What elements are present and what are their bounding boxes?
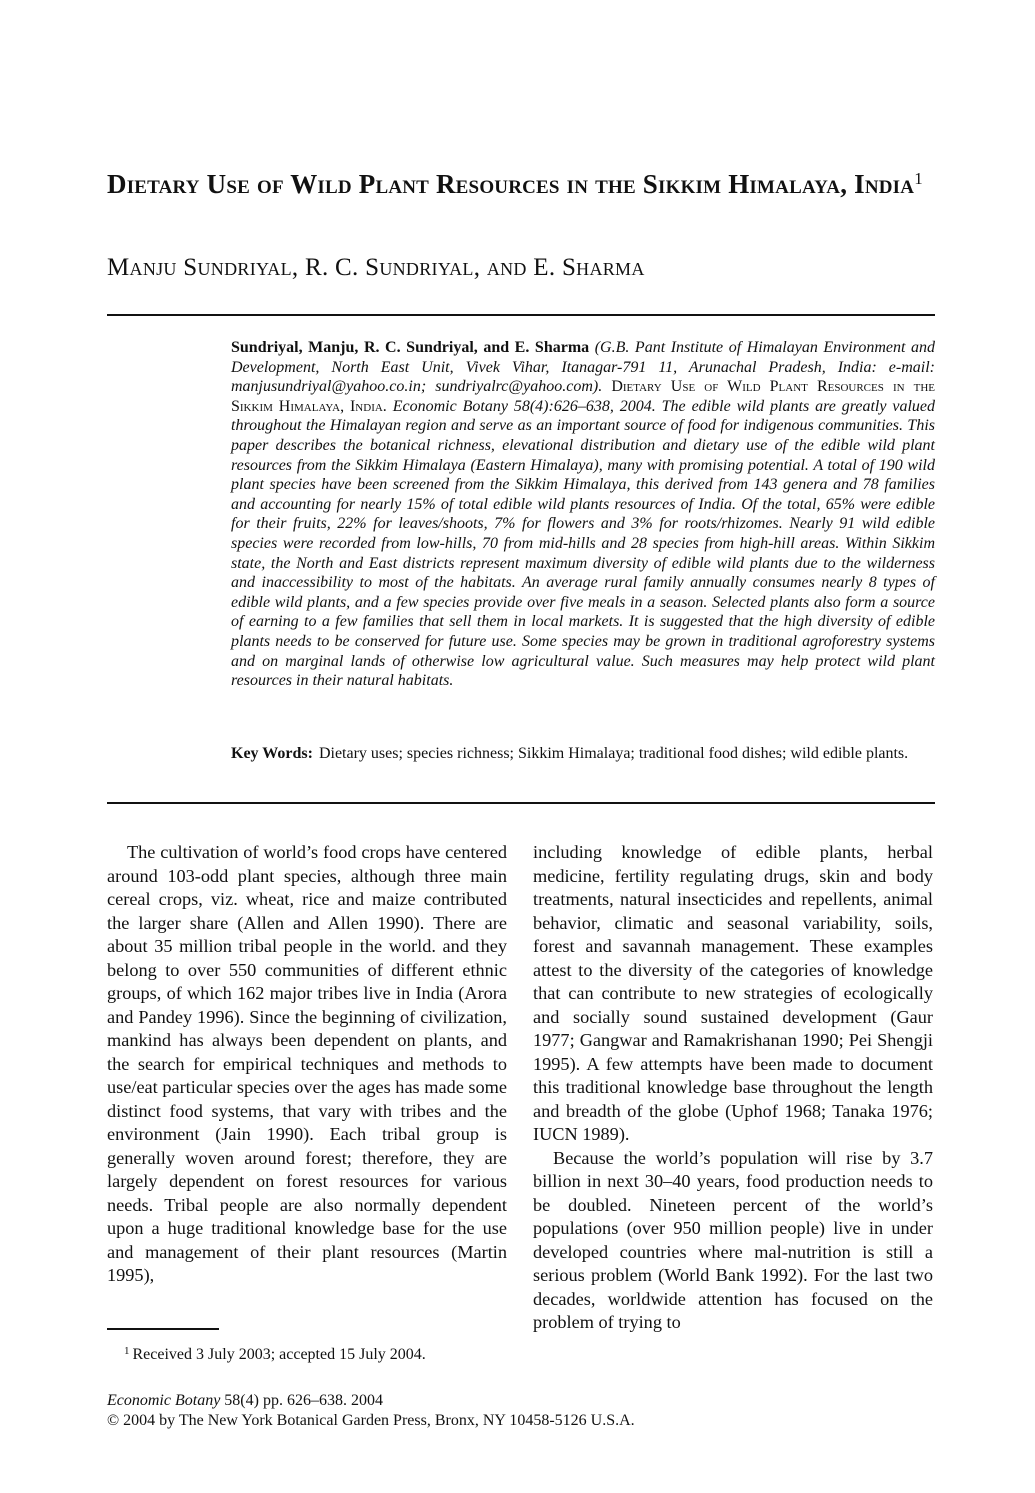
abstract-body: Economic Botany 58(4):626–638, 2004. The edible wild plants are greatly valued throughout the Himalayan region and serve as an important source of food for indigenous communities. This paper describes the botanical richness, elevational distribution and dietary use of the edible wild plant resources from the Sikkim Himalaya (Eastern Himalaya), many with promising potential. A total of 190 wild plant species have been screened from the Sikkim Himalaya, this derived from 143 genera and 78 families and accounting for nearly 15% of total edible wild plants resources of India. Of the total, 65% were edible for their fruits, 22% for leaves/shoots, 7% for flowers and 3% for roots/rhizomes. Nearly 91 wild edible species were recorded from low-hills, 70 from mid-hills and 28 species from high-hill areas. Within Sikkim state, the North and East districts represent maximum diversity of edible wild plants due to the wilderness and inaccessibility to most of the habitats. An average rural family annually consumes nearly 8 types of edible wild plants, and a few species provide over five meals in a season. Selected plants also form a source of earning to a few families that sell them in local markets. It is suggested that the high diversity of edible plants needs to be conserved for future use. Some species may be grown in traditional agroforestry systems and on marginal lands of otherwise low agricultural value. Such measures may help protect wild plant resources in their natural habitats. [231, 397, 936, 690]
body-paragraph-1: The cultivation of world’s food crops have centered around 103-odd plant species, although three main cereal crops, viz. wheat, rice and maize contributed the larger share (Allen and Allen 1990). There are about 35 million tribal people in the world. and they belong to over 550 communities of different ethnic groups, of which 162 major tribes live in India (Arora and Pandey 1996). Since the beginning of civilization, mankind has always been dependent on plants, and the search for empirical techniques and methods to use/eat particular species over the ages has made some distinct food systems, that vary with tribes and the environment (Jain 1990). Each tribal group is generally woven around forest; therefore, they are largely dependent on forest resources for various needs. Tribal people are also normally dependent upon a huge traditional knowledge base for the use and management of their plant resources (Martin 1995), [107, 842, 507, 1285]
keywords-text: Dietary uses; species richness; Sikkim Himalaya; traditional food dishes; wild edible plants. [318, 745, 909, 762]
abstract-bottom-rule [107, 802, 935, 804]
footer-citation [107, 1391, 635, 1411]
footnote-rule [107, 1328, 219, 1330]
right-column [533, 841, 933, 1335]
abstract-affiliation: (G.B. Pant Institute of Himalayan Environment and Development, North East Unit, Vivek Vihar, Itanagar-791 11, Arunachal Pradesh, India: e-mail: manjusundriyal@yahoo.co.in; sundriyalrc@yahoo.com). [231, 339, 935, 396]
footnote [124, 1345, 426, 1364]
abstract-authors-citation: Sundriyal, Manju, R. C. Sundriyal, and E. Sharma [231, 339, 590, 356]
body-paragraph-2: Because the world’s population will rise by 3.7 billion in next 30–40 years, food production needs to be doubled. Nineteen percent of the world’s populations (over 950 million people) live in under developed countries where mal-nutrition is still a serious problem (World Bank 1992). For the last two decades, worldwide attention has focused on the problem of trying to [533, 1147, 933, 1332]
keywords-label: Key Words: [231, 745, 313, 762]
left-column [107, 841, 507, 1288]
article-title-text: Dietary Use of Wild Plant Resources in the Sikkim Himalaya, India [107, 169, 915, 199]
abstract-top-rule [107, 314, 935, 316]
page-footer [107, 1391, 635, 1430]
footnote-text: Received 3 July 2003; accepted 15 July 2004. [132, 1346, 426, 1363]
abstract-title-citation: Dietary Use of Wild Plant Resources in the Sikkim Himalaya, India. [231, 378, 936, 415]
article-title [107, 160, 937, 203]
author-line: Manju Sundriyal, R. C. Sundriyal, and E. Sharma [107, 254, 645, 281]
footer-citation-details: 58(4) pp. 626–638. 2004 [220, 1392, 383, 1409]
footnote-mark: 1 [124, 1345, 130, 1357]
abstract-block [231, 338, 935, 691]
footer-journal-name: Economic Botany [107, 1392, 221, 1409]
footer-copyright: © 2004 by The New York Botanical Garden Press, Bronx, NY 10458-5126 U.S.A. [107, 1411, 635, 1429]
title-footnote-mark: 1 [914, 169, 923, 188]
body-paragraph-1-continued: including knowledge of edible plants, herbal medicine, fertility regulating drugs, skin and body treatments, natural insecticides and repellents, animal behavior, climatic and seasonal variability, soils, forest and savannah management. These examples attest to the diversity of the categories of knowledge that can contribute to new strategies of ecologically and socially sound sustained development (Gaur 1977; Gangwar and Ramakrishanan 1990; Pei Shengji 1995). A few attempts have been made to document this traditional knowledge base throughout the length and breadth of the globe (Uphof 1968; Tanaka 1976; IUCN 1989). [533, 842, 933, 1144]
keywords-block [231, 744, 935, 764]
